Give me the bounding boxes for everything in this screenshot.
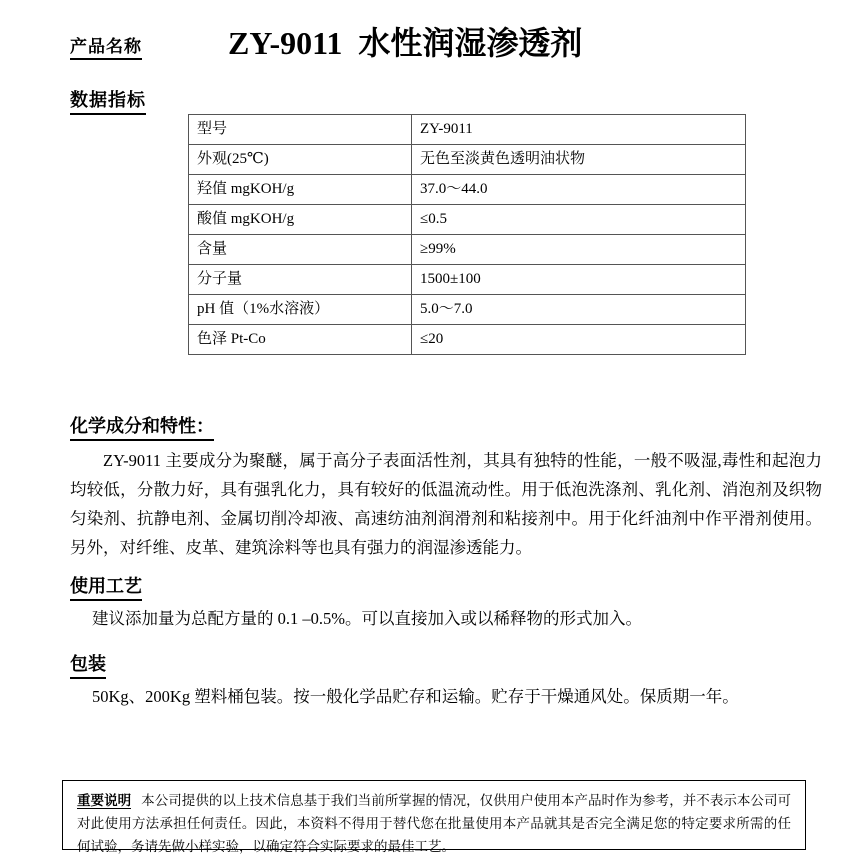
spec-key: 外观(25℃) — [189, 145, 412, 175]
product-code: ZY-9011 — [228, 25, 343, 61]
spec-key: 分子量 — [189, 265, 412, 295]
page-title — [228, 18, 582, 64]
table-row — [189, 235, 746, 265]
section-heading-chemistry: 化学成分和特性： — [70, 412, 214, 441]
spec-table — [188, 114, 746, 355]
spec-key: 色泽 Pt-Co — [189, 325, 412, 355]
important-notice-box — [62, 780, 806, 854]
notice-body: 本公司提供的以上技术信息基于我们当前所掌握的情况，仅供用户使用本产品时作为参考，并不表示本公司可对此使用方法承担任何责任。因此，本资料不得用于替代您在批量使用本产品就其是否完全满足您的特定要求所需的任何试验，务请先做小样实验，以确定符合实际要求的最佳工艺。 — [77, 793, 792, 854]
notice-text — [77, 789, 791, 858]
product-title-cn: 水性润湿渗透剂 — [358, 25, 583, 61]
table-row — [189, 175, 746, 205]
table-row — [189, 325, 746, 355]
spec-value: 1500±100 — [412, 265, 746, 295]
spec-key: 酸值 mgKOH/g — [189, 205, 412, 235]
table-row — [189, 205, 746, 235]
spec-key: 羟值 mgKOH/g — [189, 175, 412, 205]
table-row — [189, 145, 746, 175]
title-row — [0, 12, 868, 64]
table-row — [189, 295, 746, 325]
section-heading-data: 数据指标 — [70, 86, 146, 115]
spec-value: ≥99% — [412, 235, 746, 265]
spec-key: 含量 — [189, 235, 412, 265]
spec-value: 5.0～7.0 — [412, 295, 746, 325]
section-heading-package: 包装 — [70, 650, 106, 679]
spec-value: 无色至淡黄色透明油状物 — [412, 145, 746, 175]
spec-table-body — [189, 115, 746, 355]
spec-value: ≤0.5 — [412, 205, 746, 235]
section-heading-process: 使用工艺 — [70, 572, 142, 601]
spec-key: 型号 — [189, 115, 412, 145]
notice-label: 重要说明 — [77, 793, 132, 808]
spec-value: ≤20 — [412, 325, 746, 355]
table-row — [189, 115, 746, 145]
process-paragraph: 建议添加量为总配方量的 0.1 –0.5%。可以直接加入或以稀释物的形式加入。 — [92, 609, 642, 628]
product-name-label: 产品名称 — [70, 32, 142, 60]
chemistry-paragraph: ZY-9011 主要成分为聚醚，属于高分子表面活性剂，其具有独特的性能，一般不吸湿,毒性和起泡力均较低，分散力好，具有强乳化力，具有较好的低温流动性。用于低泡洗涤剂、乳化剂、消泡剂及织物匀染剂、抗静电剂、金属切削冷却液、高速纺油剂润滑剂和粘接剂中。用于化纤油剂中作平滑剂使用。另外，对纤维、皮革、建筑涂料等也具有强力的润湿渗透能力。 — [70, 451, 822, 557]
spec-key: pH 值（1%水溶液） — [189, 295, 412, 325]
package-paragraph: 50Kg、200Kg 塑料桶包装。按一般化学品贮存和运输。贮存于干燥通风处。保质期一年。 — [92, 687, 739, 706]
spec-value: 37.0～44.0 — [412, 175, 746, 205]
table-row — [189, 265, 746, 295]
spec-value: ZY-9011 — [412, 115, 746, 145]
